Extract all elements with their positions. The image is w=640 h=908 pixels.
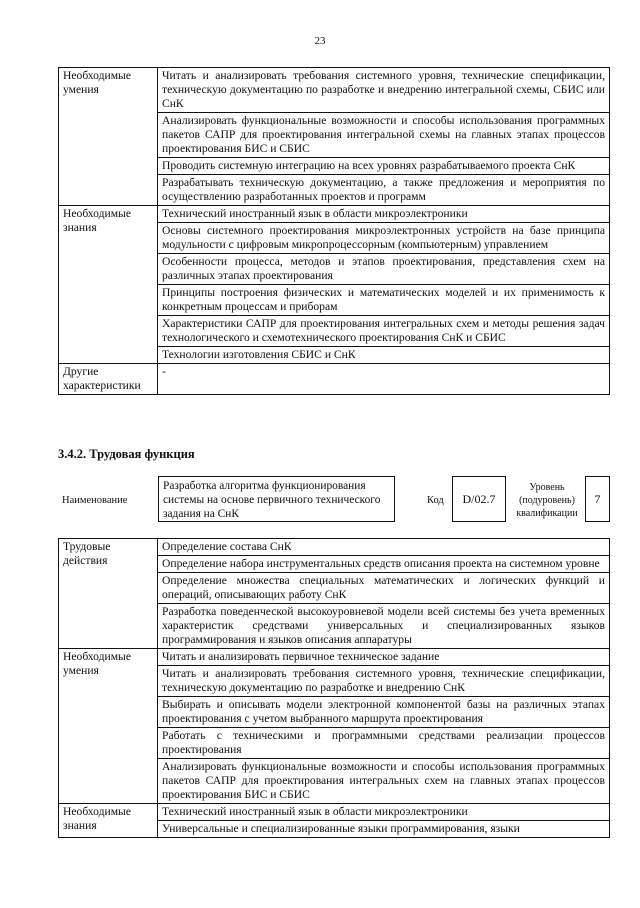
table-cell: Читать и анализировать первичное техническое задание: [158, 649, 610, 666]
table-row: [59, 649, 610, 666]
code-label: Код: [427, 495, 444, 506]
table-cell: Технический иностранный язык в области микроэлектроники: [158, 804, 610, 821]
table-cell: Определение множества специальных математических и логических функций и операций, описывающих работу СнК: [158, 573, 610, 604]
table-row: [59, 68, 610, 113]
name-label: Наименование: [62, 495, 128, 506]
table-cell: Анализировать функциональные возможности и способы использования программных пакетов САПР для проектирования интегральной схемы на главных этапах процессов проектирования БИС и СБИС: [158, 113, 610, 158]
labor-function-table: [58, 538, 610, 838]
table-cell: Определение набора инструментальных средств описания проекта на системном уровне: [158, 556, 610, 573]
row-label: Необходимые умения: [59, 68, 158, 206]
table-row: [59, 364, 610, 395]
row-label: Необходимые знания: [59, 206, 158, 364]
table-row: [59, 539, 610, 556]
row-label: Необходимые умения: [59, 649, 158, 804]
table-cell: Основы системного проектирования микроэлектронных устройств на базе принципа модульности с цифровым микропроцессорным (компьютерным) управлением: [158, 223, 610, 254]
function-level-box: 7: [585, 476, 610, 522]
table-cell: Выбирать и описывать модели электронной компонентой базы на различных этапах проектирования с учетом выбранного маршрута проектирования: [158, 697, 610, 728]
level-label: Уровень (подуровень) квалификации: [516, 482, 578, 519]
table-cell: Читать и анализировать требования системного уровня, технические спецификации, техническую документацию по разработке и внедрению СнК: [158, 666, 610, 697]
row-label: Другие характеристики: [59, 364, 158, 395]
table-cell: Технологии изготовления СБИС и СнК: [158, 347, 610, 364]
table-cell: Проводить системную интеграцию на всех уровнях разрабатываемого проекта СнК: [158, 158, 610, 175]
table-cell: Характеристики САПР для проектирования интегральных схем и методы решения задач технологического и схемотехнического проектирования СнК и СБИС: [158, 316, 610, 347]
table-row: [59, 804, 610, 821]
page-number: 23: [314, 35, 326, 47]
row-label: Трудовые действия: [59, 539, 158, 649]
table-cell: Особенности процесса, методов и этапов проектирования, представления схем на различных этапах проектирования: [158, 254, 610, 285]
table-row: [59, 206, 610, 223]
section-heading: 3.4.2. Трудовая функция: [58, 447, 195, 461]
table-cell: Разрабатывать техническую документацию, а также предложения и мероприятия по осуществлению разработанных проектов и программ: [158, 175, 610, 206]
table-cell: Анализировать функциональные возможности и способы использования программных пакетов САПР для проектирования интегральных схем на главных этапах процессов проектирования БИС и СБИС: [158, 759, 610, 804]
top-requirements-table: [58, 67, 610, 395]
table-cell: Разработка поведенческой высокоуровневой модели всей системы без учета временных характеристик средствами универсальных и специализированных языков программирования и языков описания аппаратуры: [158, 604, 610, 649]
row-label: Необходимые знания: [59, 804, 158, 838]
table-cell: Читать и анализировать требования системного уровня, технические спецификации, техническую документацию по разработке и внедрению интегральной схемы, СБИС или СнК: [158, 68, 610, 113]
table-cell: Универсальные и специализированные языки программирования, языки: [158, 821, 610, 838]
function-header: [58, 476, 610, 524]
table-cell: -: [158, 364, 610, 395]
table-cell: Принципы построения физических и математических моделей и их применимость к конкретным процессам и приборам: [158, 285, 610, 316]
table-cell: Технический иностранный язык в области микроэлектроники: [158, 206, 610, 223]
function-name-box: Разработка алгоритма функционирования системы на основе первичного технического задания на СнК: [158, 476, 395, 522]
function-code-box: D/02.7: [452, 476, 506, 522]
table-cell: Определение состава СнК: [158, 539, 610, 556]
table-cell: Работать с техническими и программными средствами реализации процессов проектирования: [158, 728, 610, 759]
